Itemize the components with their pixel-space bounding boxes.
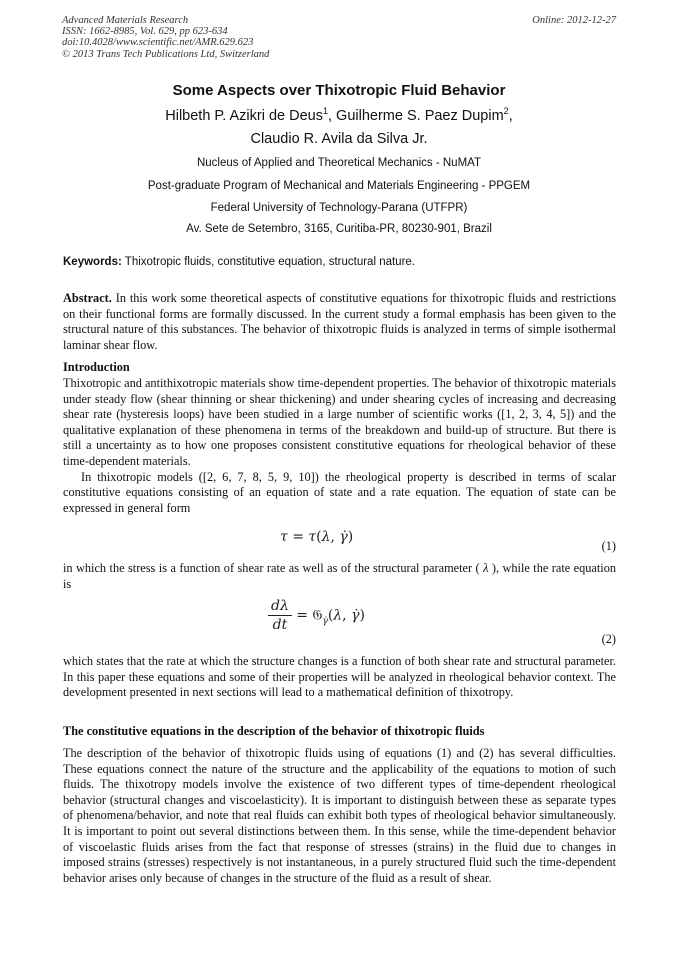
section-heading-introduction: Introduction bbox=[63, 360, 130, 374]
abstract-text: In this work some theoretical aspects of constitutive equations for thixotropic fluids and restrictions on their functional forms are formally discussed. In the current study a formal emphasis has been given to the structural nature of this substances. The behavior of thixotropic fluids is analyzed in terms of simple isothermal laminar shear flow. bbox=[63, 291, 617, 352]
issn-line: ISSN: 1662-8985, Vol. 629, pp 623-634 bbox=[62, 26, 228, 38]
affiliation-line: Nucleus of Applied and Theoretical Mechanics - NuMAT bbox=[196, 157, 482, 169]
author-2-sup: 2 bbox=[503, 106, 509, 116]
paragraph-text: in which the stress is a function of shear rate as well as of the structural parameter ( bbox=[63, 561, 480, 575]
equation-1: τ = τ(λ, γ̇) bbox=[280, 529, 354, 545]
journal-header bbox=[62, 15, 616, 60]
intro-body bbox=[63, 376, 616, 516]
paragraph: The description of the behavior of thixotropic fluids using of equations (1) and (2) has several difficulties. These equations connect the nature of the structure and the applicability of the equations to motion of such fluids. The thixotropy models involve the existence of two different types of time-dependent rheological behavior (structural changes and viscoelasticity). It is important to distinguish between these as separate types of phenomena/behavior, and note that real fluids can exhibit both types of rheological behavior simultaneously. It is important to point out several distinctions between them. In this sense, while the time-dependent behavior of viscoelastic fluids arises from the fact that response of stresses (strains) in the fluid due to changes in imposed strains (stresses) respectively is not instantaneous, in a purely structured fluid such the time-dependent behavior arises only because of changes in the structure of the fluid as a result of shear. bbox=[63, 746, 616, 885]
authors-line-1: Hilbeth P. Azikri de Deus$^1$, Guilherme S. Paez Dupim$^2$, bbox=[165, 106, 513, 124]
doi-line: doi:10.4028/www.scientific.net/AMR.629.623 bbox=[62, 37, 254, 49]
paragraph: which states that the rate at which the structure changes is a function of both shear rate and structural parameter. In this paper these equations and some of their properties will be analyzed in rheological behavior context. The development presented in next sections will lead to a mathematical definition of thixotropy. bbox=[63, 654, 616, 700]
online-date: Online: 2012-12-27 bbox=[532, 15, 616, 26]
abstract-label: Abstract. bbox=[63, 291, 112, 305]
intro-body-2 bbox=[63, 561, 616, 592]
equation-2-number: (2) bbox=[601, 632, 616, 646]
paragraph: Thixotropic and antithixotropic materials show time-dependent properties. The behavior of thixotropic materials under steady flow (shear thinning or shear thickening) and under shearing cycles of increasing and decreasing shear rate (hysteresis loops) have been studied in a large number of scientific works ([1, 2, 3, 4, 5]) and the qualitative explanation of these phenomena in terms of the breakdown and build-up of structure. But there is still a uncertainty as to how one proposes consistent constitutive equations for rheological behavior of these time-dependent materials. bbox=[63, 376, 616, 468]
section-heading-constitutive: The constitutive equations in the description of the behavior of thixotropic fluids bbox=[63, 724, 485, 738]
affiliation-line: Post-graduate Program of Mechanical and Materials Engineering - PPGEM bbox=[147, 180, 531, 192]
paper-title: Some Aspects over Thixotropic Fluid Behavior bbox=[172, 82, 506, 99]
author-2: Guilherme S. Paez Dupim bbox=[336, 107, 504, 124]
equation-2: $\frac{d\lambda}{dt}$ = 𝔊$_{\gammȧ}$(λ, γ̇) bbox=[268, 598, 365, 633]
journal-name: Advanced Materials Research bbox=[62, 15, 189, 26]
paragraph-text: ), while the rate equation is bbox=[63, 561, 617, 591]
abstract bbox=[63, 291, 616, 353]
authors-line-2 bbox=[0, 131, 678, 147]
author-1-sup: 1 bbox=[322, 106, 328, 116]
copyright-line: © 2013 Trans Tech Publications Ltd, Switzerland bbox=[62, 48, 270, 60]
affiliation-line: Federal University of Technology-Parana (UTFPR) bbox=[210, 202, 468, 214]
author-3: Claudio R. Avila da Silva Jr. bbox=[250, 131, 428, 147]
section2-body bbox=[63, 746, 616, 886]
paragraph: In thixotropic models ([2, 6, 7, 8, 5, 9, 10]) the rheological property is described in terms of scalar constitutive equations consisting of an equation of state and a rate equation. The equation of state can be expressed in general form bbox=[63, 469, 616, 515]
author-1: Hilbeth P. Azikri de Deus bbox=[165, 107, 323, 124]
lambda-symbol: λ bbox=[483, 561, 489, 575]
equation-1-number: (1) bbox=[601, 539, 616, 553]
intro-body-3 bbox=[63, 654, 616, 701]
affiliation-line: Av. Sete de Setembro, 3165, Curitiba-PR, 80230-901, Brazil bbox=[186, 223, 492, 235]
keywords-label: Keywords: bbox=[63, 256, 122, 268]
keywords-text: Thixotropic fluids, constitutive equation, structural nature. bbox=[124, 256, 415, 268]
keywords bbox=[63, 256, 616, 268]
